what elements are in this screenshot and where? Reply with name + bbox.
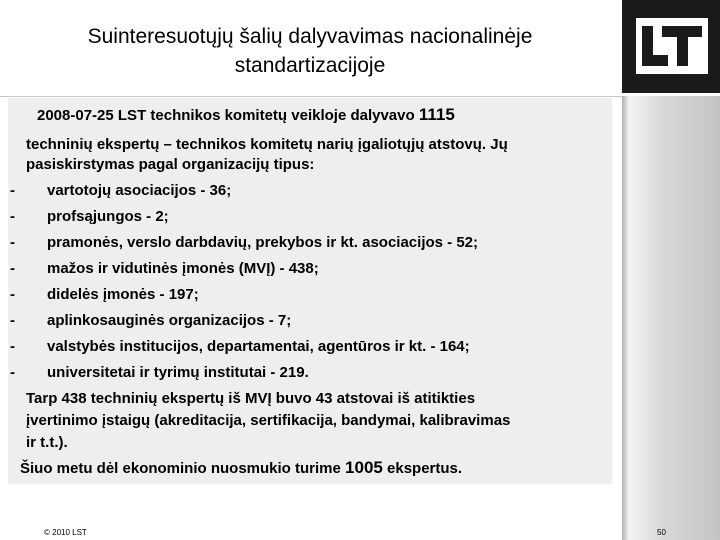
list-item: profsąjungos - 2;: [47, 208, 169, 225]
list-item: pramonės, verslo darbdavių, prekybos ir kt. asociacijos - 52;: [47, 234, 479, 251]
closing-text-b: ekspertus.: [382, 460, 463, 477]
list-bullet: -: [10, 338, 15, 355]
current-experts-count: 1005: [345, 458, 383, 477]
intro-line-3: pasiskirstymas pagal organizacijų tipus:: [26, 156, 315, 173]
list-bullet: -: [10, 312, 15, 329]
list-item: vartotojų asociacijos - 36;: [47, 182, 232, 199]
list-bullet: -: [10, 208, 15, 225]
closing-line: [20, 458, 462, 479]
closing-text-a: Šiuo metu dėl ekonominio nuosmukio turime: [20, 460, 346, 477]
lst-logo-glyph: [636, 18, 708, 74]
list-bullet: -: [10, 260, 15, 277]
list-bullet: -: [10, 286, 15, 303]
intro-total-experts: 1115: [418, 105, 455, 124]
list-item: aplinkosauginės organizacijos - 7;: [47, 312, 292, 329]
list-item: didelės įmonės - 197;: [47, 286, 199, 303]
intro-line-2: techninių ekspertų – technikos komitetų narių įgaliotųjų atstovų. Jų: [26, 136, 508, 153]
list-bullet: -: [10, 364, 15, 381]
lst-logo: [622, 0, 720, 93]
summary-line-1: Tarp 438 techninių ekspertų iš MVĮ buvo 43 atstovai iš atitikties: [26, 390, 476, 407]
copyright: © 2010 LST: [44, 528, 87, 537]
intro-line-1: [37, 105, 455, 126]
slide-title-line2: standartizacijoje: [234, 54, 386, 77]
summary-line-3: ir t.t.).: [26, 434, 68, 451]
list-item: universitetai ir tyrimų institutai - 219.: [47, 364, 309, 381]
slide-title-line1: Suinteresuotųjų šalių dalyvavimas nacionalinėje: [87, 25, 533, 48]
list-item: valstybės institucijos, departamentai, agentūros ir kt. - 164;: [47, 338, 470, 355]
intro-line-1-text: 2008-07-25 LST technikos komitetų veikloje dalyvavo: [37, 107, 419, 124]
lst-logo-mark: [636, 18, 708, 74]
slide-title: [10, 22, 610, 80]
list-item: mažos ir vidutinės įmonės (MVĮ) - 438;: [47, 260, 319, 277]
summary-line-2: įvertinimo įstaigų (akreditacija, sertifikacija, bandymai, kalibravimas: [26, 412, 511, 429]
list-bullet: -: [10, 182, 15, 199]
header-divider: [0, 96, 720, 97]
page-number: 50: [657, 528, 666, 537]
list-bullet: -: [10, 234, 15, 251]
decorative-side-bar: [622, 96, 720, 540]
